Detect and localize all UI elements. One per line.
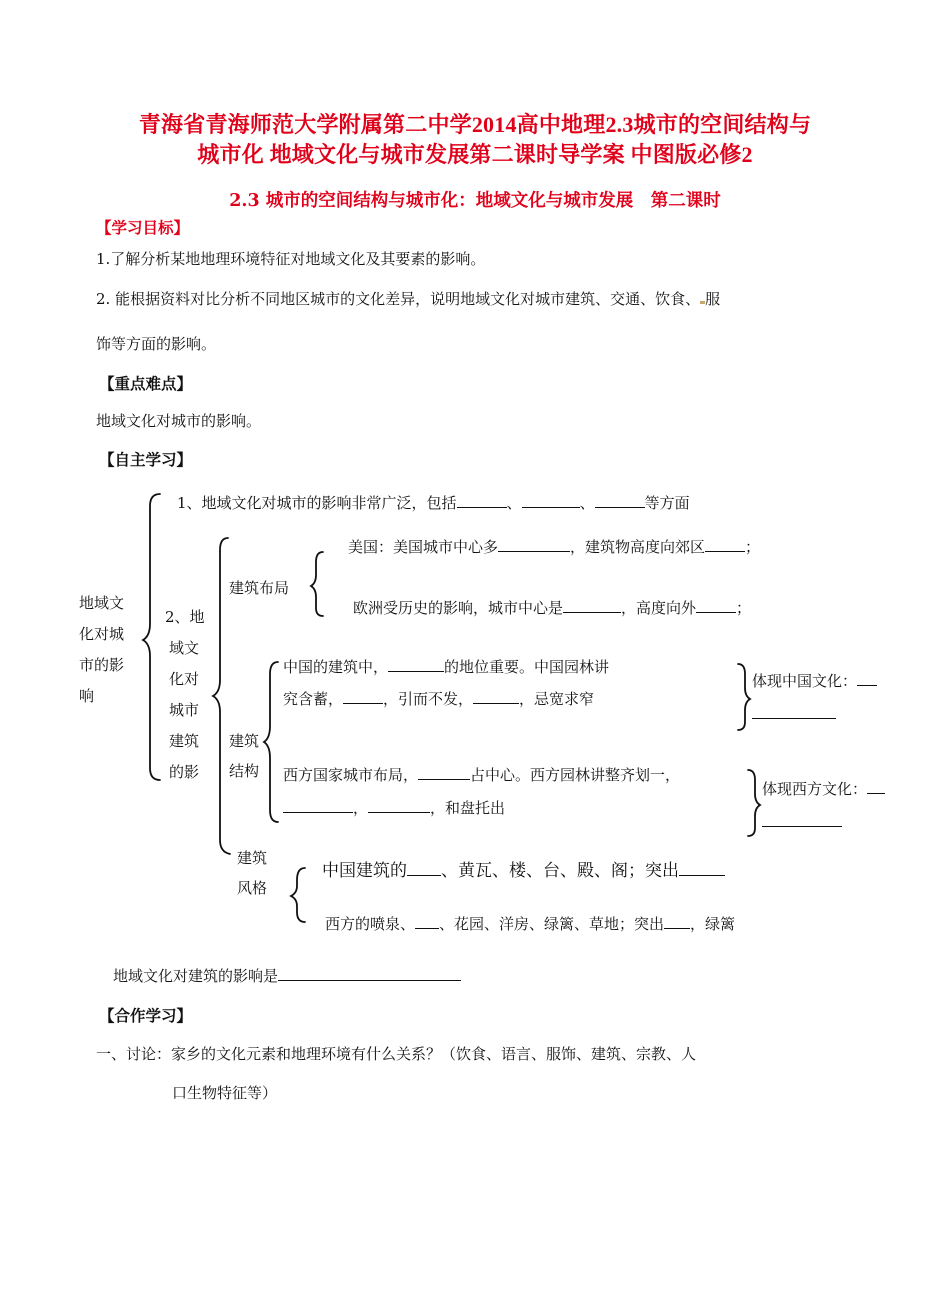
blank-china-culture-b[interactable] <box>752 704 836 719</box>
document-title-line-1: 青海省青海师范大学附属第二中学2014高中地理2.3城市的空间结构与 <box>138 112 812 137</box>
blank-europe-height[interactable] <box>696 597 736 613</box>
structure-label-1: 建筑 <box>229 732 260 750</box>
blank-china-culture-a[interactable] <box>857 670 877 686</box>
blank-china-structure[interactable] <box>388 656 444 672</box>
blank-usa-center[interactable] <box>498 536 570 552</box>
objective-2-line-1: 2. 能根据资料对比分析不同地区城市的文化差异，说明地域文化对城市建筑、交通、饮食、 服 <box>96 290 721 308</box>
china-structure-line-1: 中国的建筑中， 的地位重要。中国园林讲 <box>283 658 610 676</box>
blank-west-culture-a[interactable] <box>867 778 885 794</box>
blank-item1-a[interactable] <box>457 492 507 508</box>
blank-item1-b[interactable] <box>522 492 580 508</box>
china-culture: 体现中国文化： <box>752 670 877 691</box>
west-culture-brace <box>748 770 760 836</box>
blank-conclusion[interactable] <box>278 965 461 981</box>
europe-layout: 欧洲受历史的影响，城市中心是 ，高度向外 ； <box>353 599 752 617</box>
style-label-1: 建筑 <box>237 849 268 867</box>
china-structure-line-2: 究含蓄， ，引而不发， ，忌宽求窄 <box>283 690 595 708</box>
cooperative-heading: 【合作学习】 <box>99 1006 193 1025</box>
china-style: 中国建筑的 、黄瓦、楼、台、殿、阁；突出 <box>322 856 725 881</box>
blank-west-center[interactable] <box>418 764 470 780</box>
structure-brace <box>264 662 278 822</box>
style-brace <box>291 868 305 922</box>
discussion-line-2: 口生物特征等） <box>172 1084 278 1102</box>
blank-west-style-a[interactable] <box>415 913 439 929</box>
layout-brace <box>311 552 323 616</box>
structure-label-2: 结构 <box>229 762 260 780</box>
blank-west-garden-a[interactable] <box>283 797 353 813</box>
item-1: 1、地域文化对城市的影响非常广泛，包括 、 、 等方面 <box>177 494 690 512</box>
blank-west-culture-b[interactable] <box>762 812 842 827</box>
blank-china-style-b[interactable] <box>679 858 725 876</box>
blank-europe-center[interactable] <box>563 597 621 613</box>
item-2-label: 2、地 域文 化对 城市 建筑 的影 <box>165 608 205 781</box>
west-structure-line-2: ， ，和盘托出 <box>283 797 505 818</box>
objectives-heading: 【学习目标】 <box>96 218 190 237</box>
self-study-heading: 【自主学习】 <box>99 450 193 469</box>
objective-1: 1.了解分析某地地理环境特征对地域文化及其要素的影响。 <box>96 250 486 268</box>
blank-west-style-b[interactable] <box>664 913 690 929</box>
west-culture: 体现西方文化： <box>762 778 885 799</box>
key-points-heading: 【重点难点】 <box>99 374 193 393</box>
blank-item1-c[interactable] <box>595 492 645 508</box>
objective-2-line-2: 饰等方面的影响。 <box>96 335 217 353</box>
root-label: 地域文 化对城 市的影 响 <box>79 594 125 705</box>
lesson-subtitle: 2.3 城市的空间结构与城市化：地域文化与城市发展 第二课时 <box>229 191 721 211</box>
blank-usa-height[interactable] <box>705 536 745 552</box>
usa-layout: 美国：美国城市中心多 ，建筑物高度向郊区 ； <box>348 538 761 556</box>
item2-brace <box>213 538 230 854</box>
style-label-2: 风格 <box>237 879 268 897</box>
conclusion: 地域文化对建筑的影响是 <box>113 965 461 986</box>
discussion-line-1: 一、讨论：家乡的文化元素和地理环境有什么关系？（饮食、语言、服饰、建筑、宗教、人 <box>96 1045 697 1063</box>
west-structure-line-1: 西方国家城市布局， 占中心。西方园林讲整齐划一， <box>283 766 681 784</box>
west-style: 西方的喷泉、 、花园、洋房、绿篱、草地；突出 ，绿篱 <box>325 915 736 933</box>
key-points-text: 地域文化对城市的影响。 <box>96 412 262 430</box>
blank-china-style-a[interactable] <box>407 858 441 876</box>
blank-west-garden-b[interactable] <box>368 797 430 813</box>
layout-label: 建筑布局 <box>229 579 290 597</box>
china-culture-brace <box>738 664 750 730</box>
root-brace <box>143 494 160 780</box>
blank-china-garden-b[interactable] <box>473 688 519 704</box>
document-title-line-2: 城市化 地域文化与城市发展第二课时导学案 中图版必修2 <box>197 142 753 167</box>
blank-china-garden-a[interactable] <box>343 688 383 704</box>
